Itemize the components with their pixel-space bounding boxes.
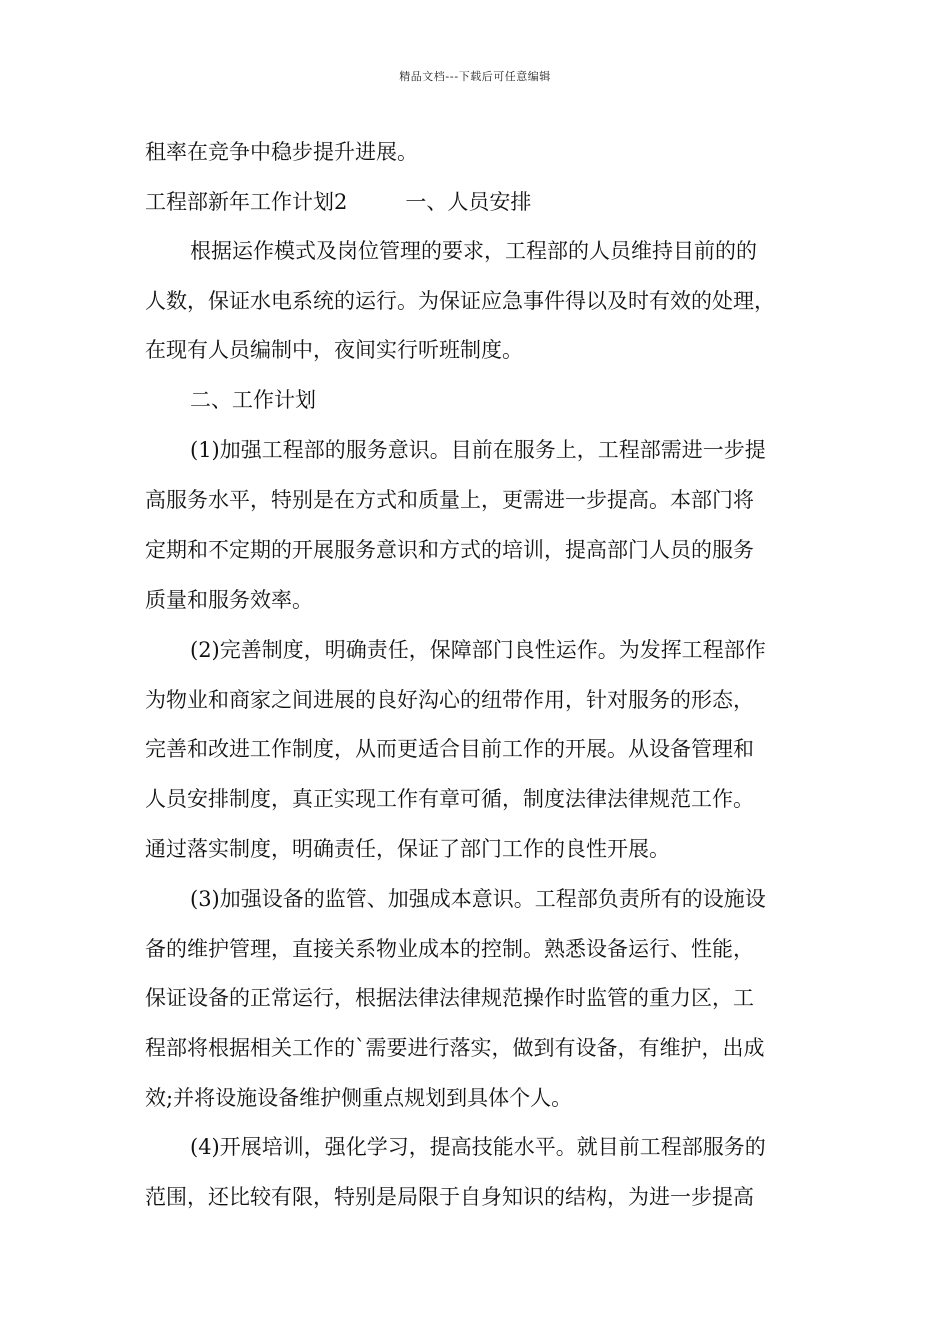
text-line: 人数，保证水电系统的运行。为保证应急事件得以及时有效的处理， <box>145 289 775 313</box>
text-line: 为物业和商家之间进展的良好沟心的纽带作用，针对服务的形态， <box>145 688 754 712</box>
text-line: (1)加强工程部的服务意识。目前在服务上，工程部需进一步提 <box>190 438 766 462</box>
text-line: 租率在竞争中稳步提升进展。 <box>145 140 418 164</box>
text-line: 人员安排制度，真正实现工作有章可循，制度法律法律规范工作。 <box>145 787 754 811</box>
section-title-line <box>145 192 531 213</box>
text-line: 完善和改进工作制度，从而更适合目前工作的开展。从设备管理和 <box>145 737 754 761</box>
text-line: (2)完善制度，明确责任，保障部门良性运作。为发挥工程部作 <box>190 638 766 662</box>
section-heading: 一、人员安排 <box>405 190 532 214</box>
doc-title: 工程部新年工作计划2 <box>145 190 348 214</box>
text-line: 高服务水平，特别是在方式和质量上，更需进一步提高。本部门将 <box>145 488 754 512</box>
text-line: (4)开展培训，强化学习，提高技能水平。就目前工程部服务的 <box>190 1135 766 1159</box>
section-heading: 二、工作计划 <box>190 388 316 412</box>
text-line: 定期和不定期的开展服务意识和方式的培训，提高部门人员的服务 <box>145 538 754 562</box>
page-header: 精品文档---下载后可任意编辑 <box>399 70 551 83</box>
text-line: 通过落实制度，明确责任，保证了部门工作的良性开展。 <box>145 837 670 861</box>
text-line: 备的维护管理，直接关系物业成本的控制。熟悉设备运行、性能， <box>145 937 754 961</box>
text-line: 根据运作模式及岗位管理的要求，工程部的人员维持目前的的 <box>190 239 757 263</box>
text-line: 范围，还比较有限，特别是局限于自身知识的结构，为进一步提高 <box>145 1185 754 1209</box>
text-line: 保证设备的正常运行，根据法律法律规范操作时监管的重力区，工 <box>145 986 754 1010</box>
text-line: 效;并将设施设备维护侧重点规划到具体个人。 <box>145 1086 573 1110</box>
text-line: 在现有人员编制中，夜间实行听班制度。 <box>145 338 523 362</box>
text-line: (3)加强设备的监管、加强成本意识。工程部负责所有的设施设 <box>190 887 766 911</box>
text-line: 程部将根据相关工作的`需要进行落实，做到有设备，有维护，出成 <box>145 1036 765 1060</box>
text-line: 质量和服务效率。 <box>145 588 313 612</box>
